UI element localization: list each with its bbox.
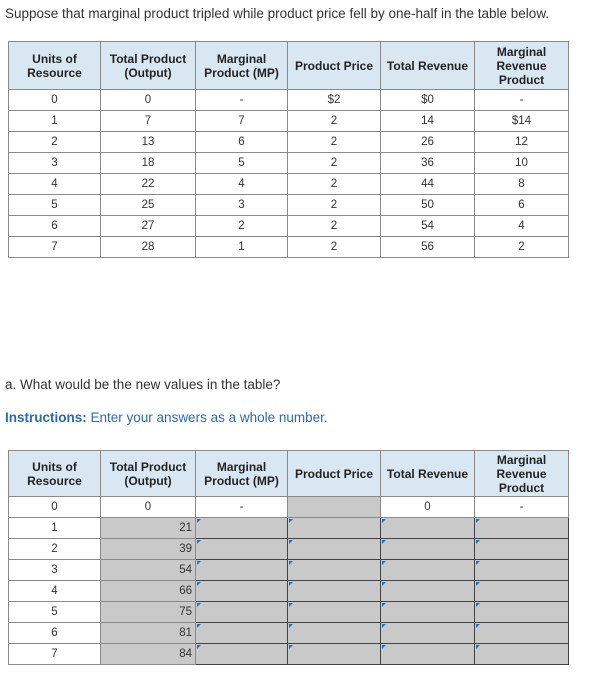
cell: 1: [196, 237, 288, 258]
mrp-input-3[interactable]: [475, 560, 569, 581]
header-marginal-product: Marginal Product (MP): [196, 42, 288, 90]
cell: -: [475, 90, 569, 111]
cell: 3: [196, 195, 288, 216]
cell: 4: [475, 216, 569, 237]
product-price-input-0[interactable]: [288, 497, 381, 518]
mrp-input-4[interactable]: [475, 581, 569, 602]
cell: 2: [288, 132, 381, 153]
instructions-label: Instructions:: [5, 410, 87, 425]
cell: 50: [381, 195, 475, 216]
cell: 8: [475, 174, 569, 195]
total-product-value: 75: [101, 602, 196, 623]
table-row: [9, 497, 569, 518]
cell: 25: [101, 195, 196, 216]
cell: 6: [9, 623, 101, 644]
table-row: [9, 623, 569, 644]
cell: 26: [381, 132, 475, 153]
cell: $2: [288, 90, 381, 111]
total-product-value: 66: [101, 581, 196, 602]
header-total-revenue: Total Revenue: [381, 451, 475, 497]
table-row: [9, 111, 569, 132]
product-price-input-7[interactable]: [288, 644, 381, 665]
table-row: [9, 195, 569, 216]
problem-intro: Suppose that marginal product tripled while product price fell by one-half in the table below.: [5, 6, 550, 21]
total-product-value: 54: [101, 560, 196, 581]
cell: $14: [475, 111, 569, 132]
header-total-product: Total Product (Output): [101, 42, 196, 90]
cell: 2: [475, 237, 569, 258]
cell: 6: [196, 132, 288, 153]
header-units-of-resource: Units of Resource: [9, 451, 101, 497]
cell: 7: [101, 111, 196, 132]
table-row: [9, 602, 569, 623]
mrp-input-1[interactable]: [475, 518, 569, 539]
cell: 5: [196, 153, 288, 174]
cell: 0: [101, 497, 196, 518]
cell: -: [196, 90, 288, 111]
product-price-input-1[interactable]: [288, 518, 381, 539]
instructions-text: Enter your answers as a whole number.: [86, 410, 328, 425]
cell: $0: [381, 90, 475, 111]
total-product-value: 81: [101, 623, 196, 644]
mrp-input-2[interactable]: [475, 539, 569, 560]
total-revenue-input-3[interactable]: [381, 560, 475, 581]
marginal-product-input-4[interactable]: [196, 581, 288, 602]
cell: 36: [381, 153, 475, 174]
mrp-input-6[interactable]: [475, 623, 569, 644]
cell: 56: [381, 237, 475, 258]
cell: 2: [196, 216, 288, 237]
mrp-input-7[interactable]: [475, 644, 569, 665]
marginal-product-input-1[interactable]: [196, 518, 288, 539]
cell: 14: [381, 111, 475, 132]
product-price-input-3[interactable]: [288, 560, 381, 581]
answer-table: [8, 450, 569, 665]
cell: -: [196, 497, 288, 518]
marginal-product-input-5[interactable]: [196, 602, 288, 623]
table-row: [9, 237, 569, 258]
table-row: [9, 174, 569, 195]
cell: 2: [288, 237, 381, 258]
total-revenue-input-1[interactable]: [381, 518, 475, 539]
total-revenue-input-4[interactable]: [381, 581, 475, 602]
table-row: [9, 216, 569, 237]
header-product-price: Product Price: [288, 451, 381, 497]
cell: 2: [288, 153, 381, 174]
cell: 5: [9, 195, 101, 216]
header-total-product: Total Product (Output): [101, 451, 196, 497]
header-marginal-product: Marginal Product (MP): [196, 451, 288, 497]
cell: 4: [9, 581, 101, 602]
marginal-product-input-2[interactable]: [196, 539, 288, 560]
cell: -: [475, 497, 569, 518]
cell: 27: [101, 216, 196, 237]
cell: 2: [288, 195, 381, 216]
total-revenue-input-5[interactable]: [381, 602, 475, 623]
total-revenue-input-7[interactable]: [381, 644, 475, 665]
cell: 4: [9, 174, 101, 195]
cell: 6: [9, 216, 101, 237]
cell: 12: [475, 132, 569, 153]
header-total-revenue: Total Revenue: [381, 42, 475, 90]
table-row: [9, 132, 569, 153]
cell: 2: [288, 216, 381, 237]
cell: 0: [101, 90, 196, 111]
table-row: [9, 644, 569, 665]
cell: 7: [9, 237, 101, 258]
question-a: a. What would be the new values in the table?: [5, 377, 281, 392]
cell: 0: [9, 497, 101, 518]
cell: 6: [475, 195, 569, 216]
marginal-product-input-3[interactable]: [196, 560, 288, 581]
header-product-price: Product Price: [288, 42, 381, 90]
cell: 3: [9, 560, 101, 581]
cell: 44: [381, 174, 475, 195]
cell: 7: [196, 111, 288, 132]
total-revenue-input-2[interactable]: [381, 539, 475, 560]
mrp-input-5[interactable]: [475, 602, 569, 623]
cell: 4: [196, 174, 288, 195]
total-product-value: 39: [101, 539, 196, 560]
cell: 28: [101, 237, 196, 258]
table-row: [9, 560, 569, 581]
header-marginal-revenue-product: Marginal Revenue Product: [475, 451, 569, 497]
table-row: [9, 518, 569, 539]
cell: 13: [101, 132, 196, 153]
header-units-of-resource: Units of Resource: [9, 42, 101, 90]
marginal-product-input-7[interactable]: [196, 644, 288, 665]
instructions: [5, 410, 328, 425]
table-row: [9, 90, 569, 111]
cell: 7: [9, 644, 101, 665]
table-row: [9, 581, 569, 602]
header-marginal-revenue-product: Marginal Revenue Product: [475, 42, 569, 90]
product-price-input-5[interactable]: [288, 602, 381, 623]
cell: 2: [288, 111, 381, 132]
marginal-product-input-6[interactable]: [196, 623, 288, 644]
cell: 2: [9, 539, 101, 560]
product-price-input-6[interactable]: [288, 623, 381, 644]
cell: 54: [381, 216, 475, 237]
total-revenue-input-6[interactable]: [381, 623, 475, 644]
cell: 1: [9, 518, 101, 539]
cell: 0: [381, 497, 475, 518]
table-row: [9, 153, 569, 174]
cell: 10: [475, 153, 569, 174]
product-price-input-4[interactable]: [288, 581, 381, 602]
cell: 1: [9, 111, 101, 132]
product-price-input-2[interactable]: [288, 539, 381, 560]
table-row: [9, 539, 569, 560]
original-table: [8, 41, 569, 258]
total-product-value: 84: [101, 644, 196, 665]
cell: 2: [288, 174, 381, 195]
cell: 3: [9, 153, 101, 174]
cell: 2: [9, 132, 101, 153]
cell: 0: [9, 90, 101, 111]
cell: 22: [101, 174, 196, 195]
cell: 18: [101, 153, 196, 174]
cell: 5: [9, 602, 101, 623]
total-product-value: 21: [101, 518, 196, 539]
